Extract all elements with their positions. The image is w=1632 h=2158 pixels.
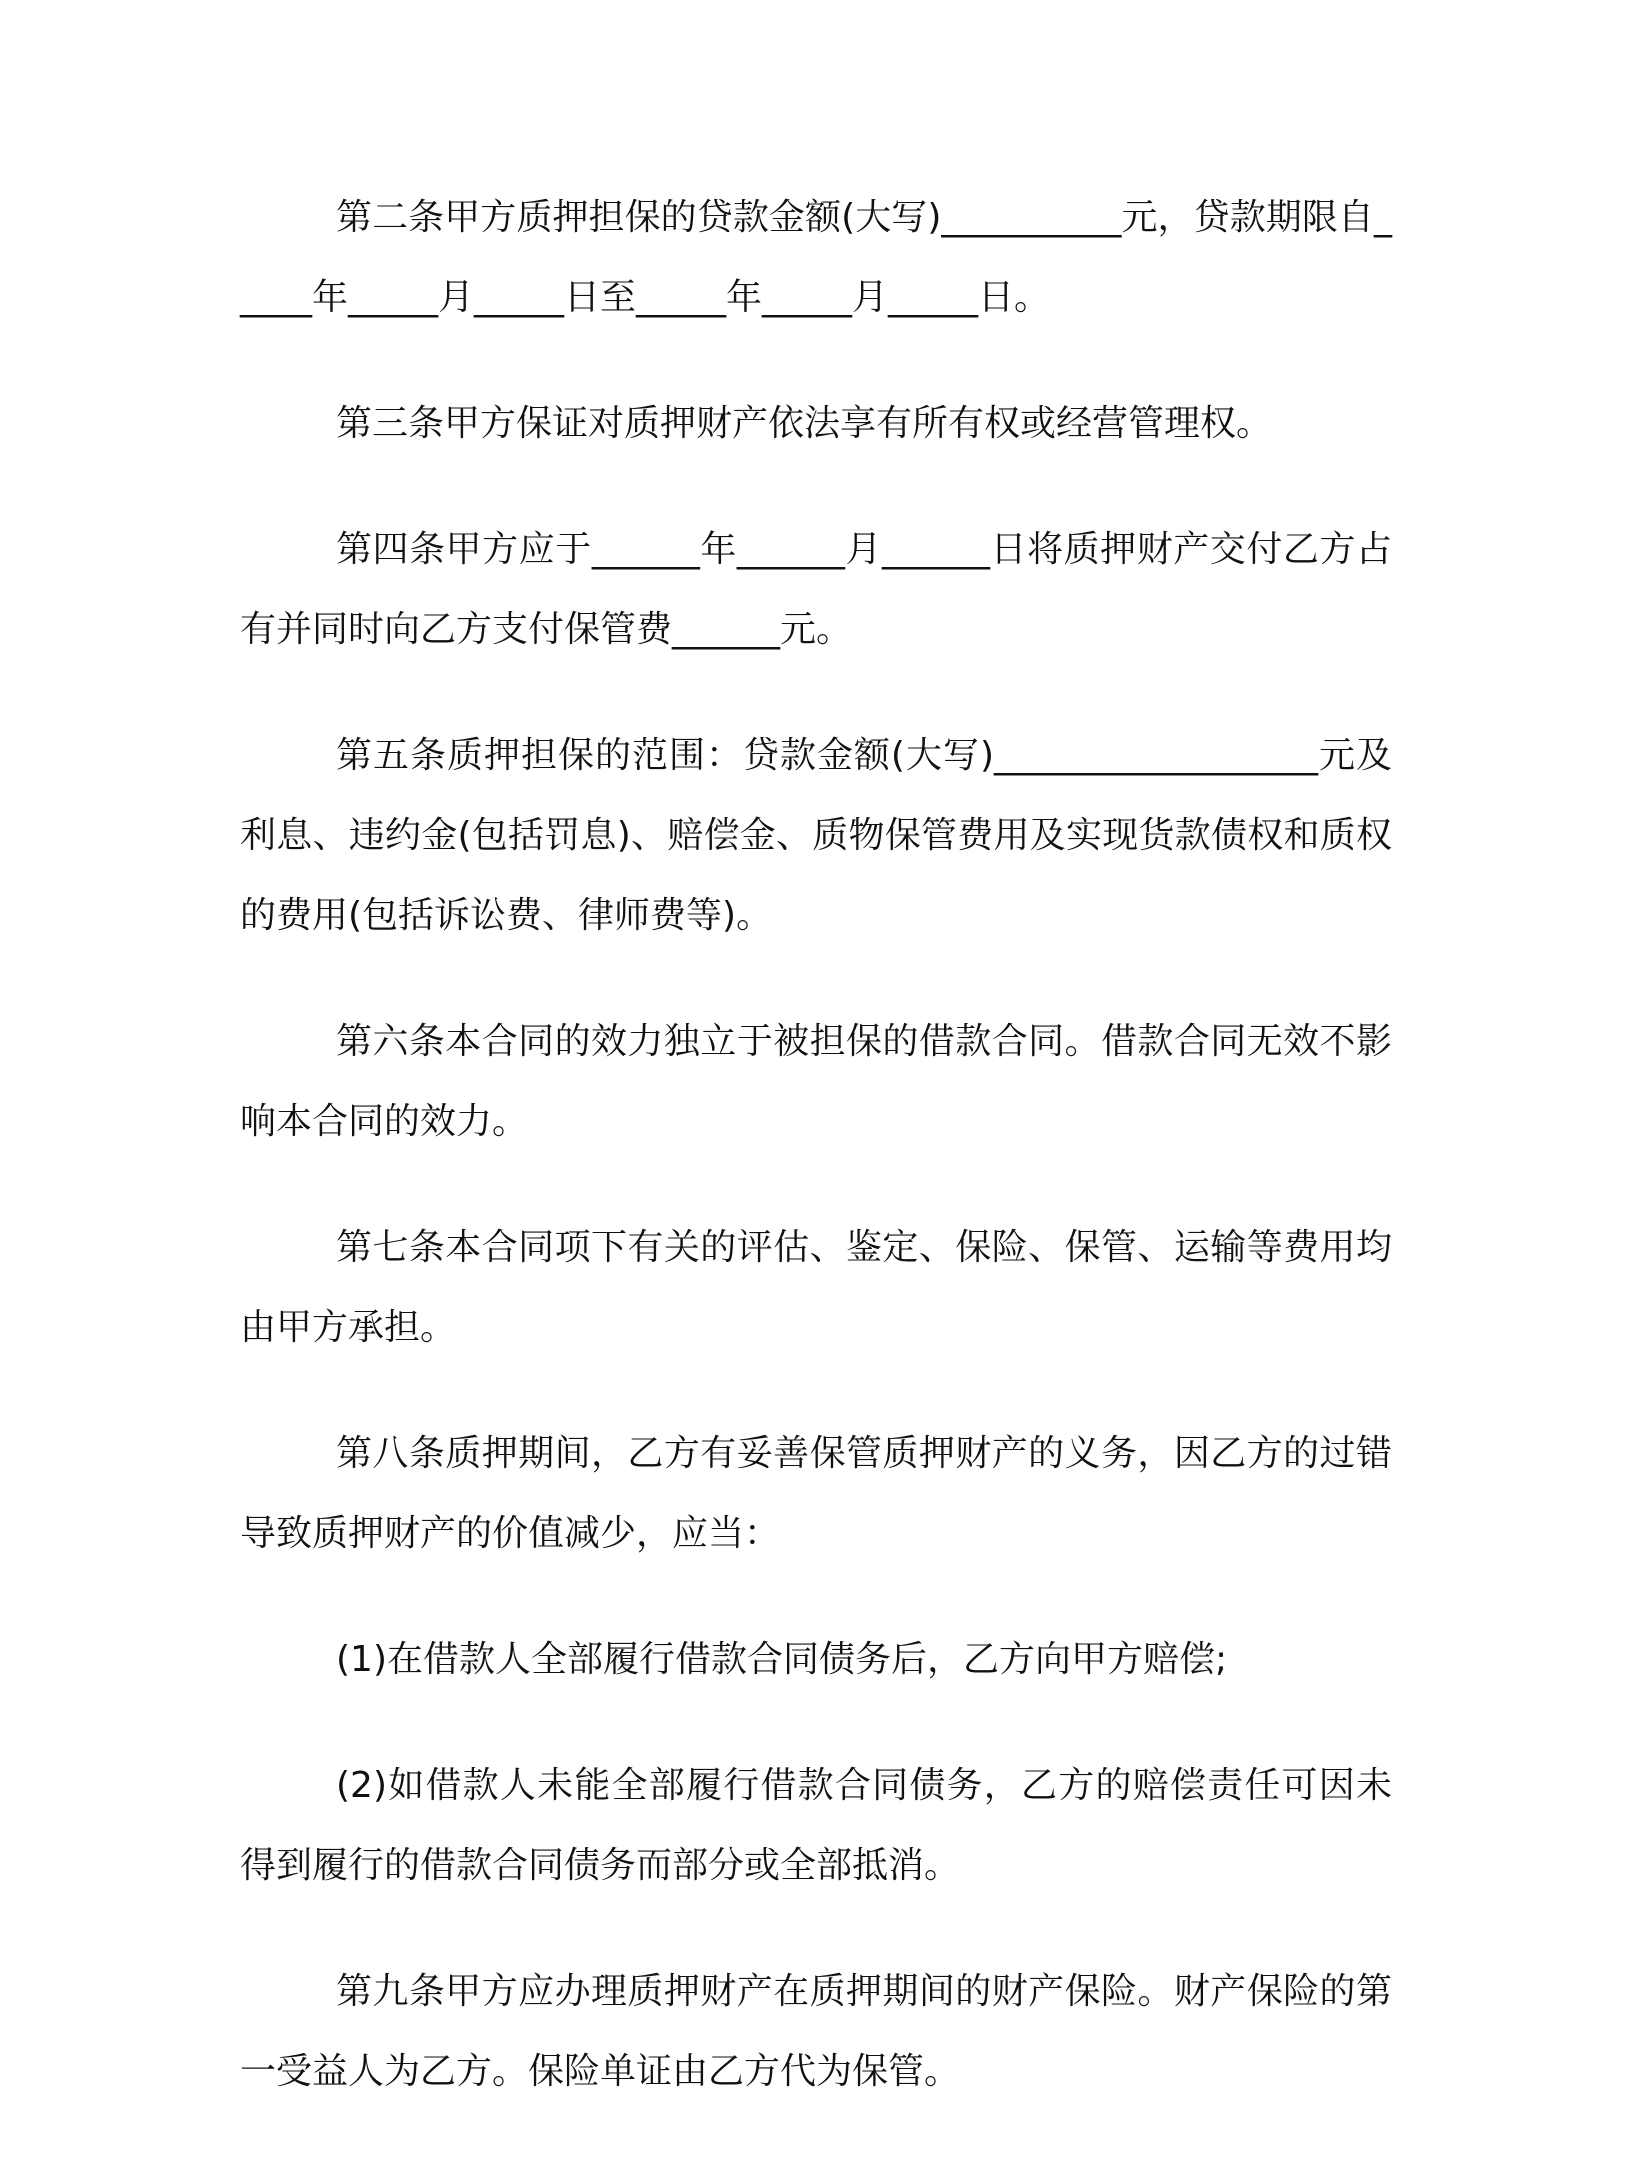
article-5-paragraph: 第五条质押担保的范围：贷款金额(大写)__________________元及利息、违约金(包括罚息)、赔偿金、质物保管费用及实现货款债权和质权的费用(包括诉讼费、律师费等)。 <box>240 735 1392 936</box>
article-8-item-1: (1)在借款人全部履行借款合同债务后，乙方向甲方赔偿; <box>336 1639 1228 1680</box>
article-7-paragraph: 第七条本合同项下有关的评估、鉴定、保险、保管、运输等费用均由甲方承担。 <box>240 1227 1392 1348</box>
article-8-paragraph: 第八条质押期间，乙方有妥善保管质押财产的义务，因乙方的过错导致质押财产的价值减少，应当： <box>240 1433 1392 1554</box>
article-3-paragraph: 第三条甲方保证对质押财产依法享有所有权或经营管理权。 <box>336 403 1273 444</box>
article-4-paragraph: 第四条甲方应于______年______月______日将质押财产交付乙方占有并同时向乙方支付保管费______元。 <box>240 529 1392 650</box>
article-2-paragraph: 第二条甲方质押担保的贷款金额(大写)__________元，贷款期限自_____年_____月_____日至_____年_____月_____日。 <box>240 197 1392 318</box>
article-8-item-2: (2)如借款人未能全部履行借款合同债务，乙方的赔偿责任可因未得到履行的借款合同债务而部分或全部抵消。 <box>240 1765 1392 1886</box>
document-body <box>240 178 1392 2158</box>
article-9-paragraph: 第九条甲方应办理质押财产在质押期间的财产保险。财产保险的第一受益人为乙方。保险单证由乙方代为保管。 <box>240 1971 1392 2092</box>
article-6-paragraph: 第六条本合同的效力独立于被担保的借款合同。借款合同无效不影响本合同的效力。 <box>240 1021 1392 1142</box>
